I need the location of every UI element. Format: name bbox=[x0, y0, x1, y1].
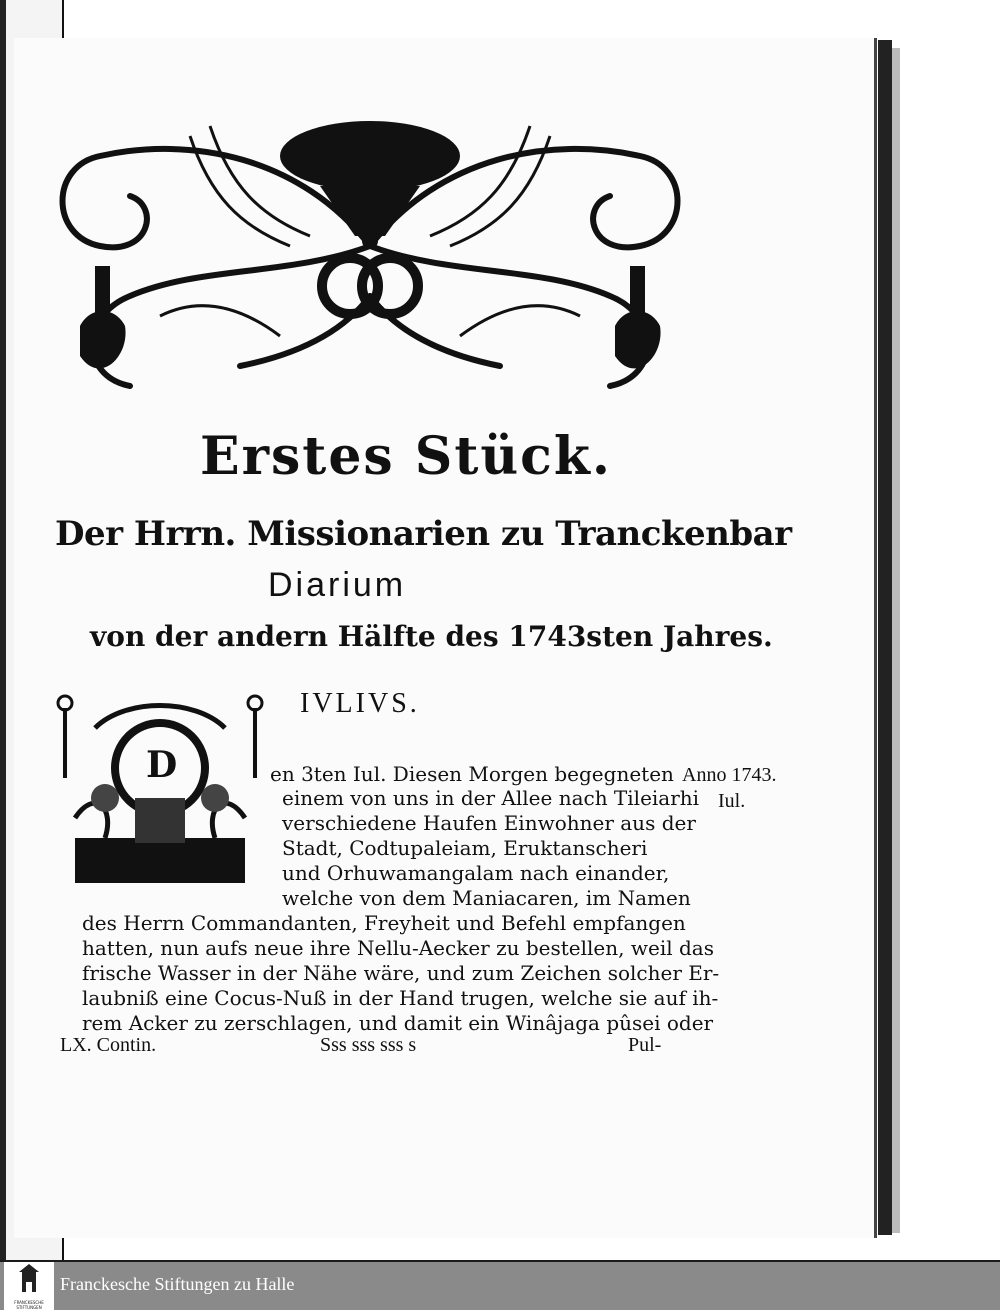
body-line-9: frische Wasser in der Nähe wäre, und zum Zeichen solcher Er- bbox=[82, 961, 720, 985]
logo-caption: FRANCKESCHE STIFTUNGEN bbox=[14, 1300, 44, 1310]
institution-name: Franckesche Stiftungen zu Halle bbox=[60, 1274, 295, 1294]
building-icon bbox=[4, 1262, 54, 1302]
ornamental-headpiece bbox=[40, 96, 700, 396]
signature-mark: Sss sss sss s bbox=[320, 1034, 417, 1056]
catchword: Pul- bbox=[628, 1034, 662, 1056]
book-edge-light bbox=[892, 48, 900, 1233]
body-line-3: verschiedene Haufen Einwohner aus der bbox=[282, 811, 696, 835]
initial-letter: D bbox=[146, 744, 178, 786]
body-line-8: hatten, nun aufs neue ihre Nellu-Aecker zu bestellen, weil das bbox=[82, 936, 714, 960]
scan-edge bbox=[0, 0, 6, 1260]
section-heading: Erstes Stück. bbox=[200, 426, 612, 487]
title-line-2: Diarium bbox=[268, 566, 407, 604]
margin-note-year: Anno 1743. bbox=[682, 764, 777, 786]
signature-left: LX. Contin. bbox=[60, 1034, 157, 1056]
body-line-7: des Herrn Commandanten, Freyheit und Befehl empfangen bbox=[82, 911, 686, 935]
margin-note-month: Iul. bbox=[718, 790, 746, 812]
body-line-6: welche von dem Maniacaren, im Namen bbox=[282, 886, 691, 910]
body-line-10: laubniß eine Cocus-Nuß in der Hand trugen, welche sie auf ih- bbox=[82, 986, 719, 1010]
book-edge bbox=[878, 40, 892, 1235]
decorated-initial bbox=[55, 688, 265, 888]
body-line-4: Stadt, Codtupaleiam, Eruktanscheri bbox=[282, 836, 648, 860]
body-line-2: einem von uns in der Allee nach Tileiarhi bbox=[282, 786, 700, 810]
month-heading: IVLIVS. bbox=[300, 688, 420, 719]
body-line-5: und Orhuwamangalam nach einander, bbox=[282, 861, 670, 885]
body-line-1: en 3ten Iul. Diesen Morgen begegneten bbox=[270, 762, 674, 786]
body-line-11: rem Acker zu zerschlagen, und damit ein Winâjaga pûsei oder bbox=[82, 1011, 714, 1035]
title-line-1: Der Hrrn. Missionarien zu Tranckenbar bbox=[55, 514, 792, 554]
title-line-3: von der andern Hälfte des 1743sten Jahres. bbox=[90, 620, 773, 653]
